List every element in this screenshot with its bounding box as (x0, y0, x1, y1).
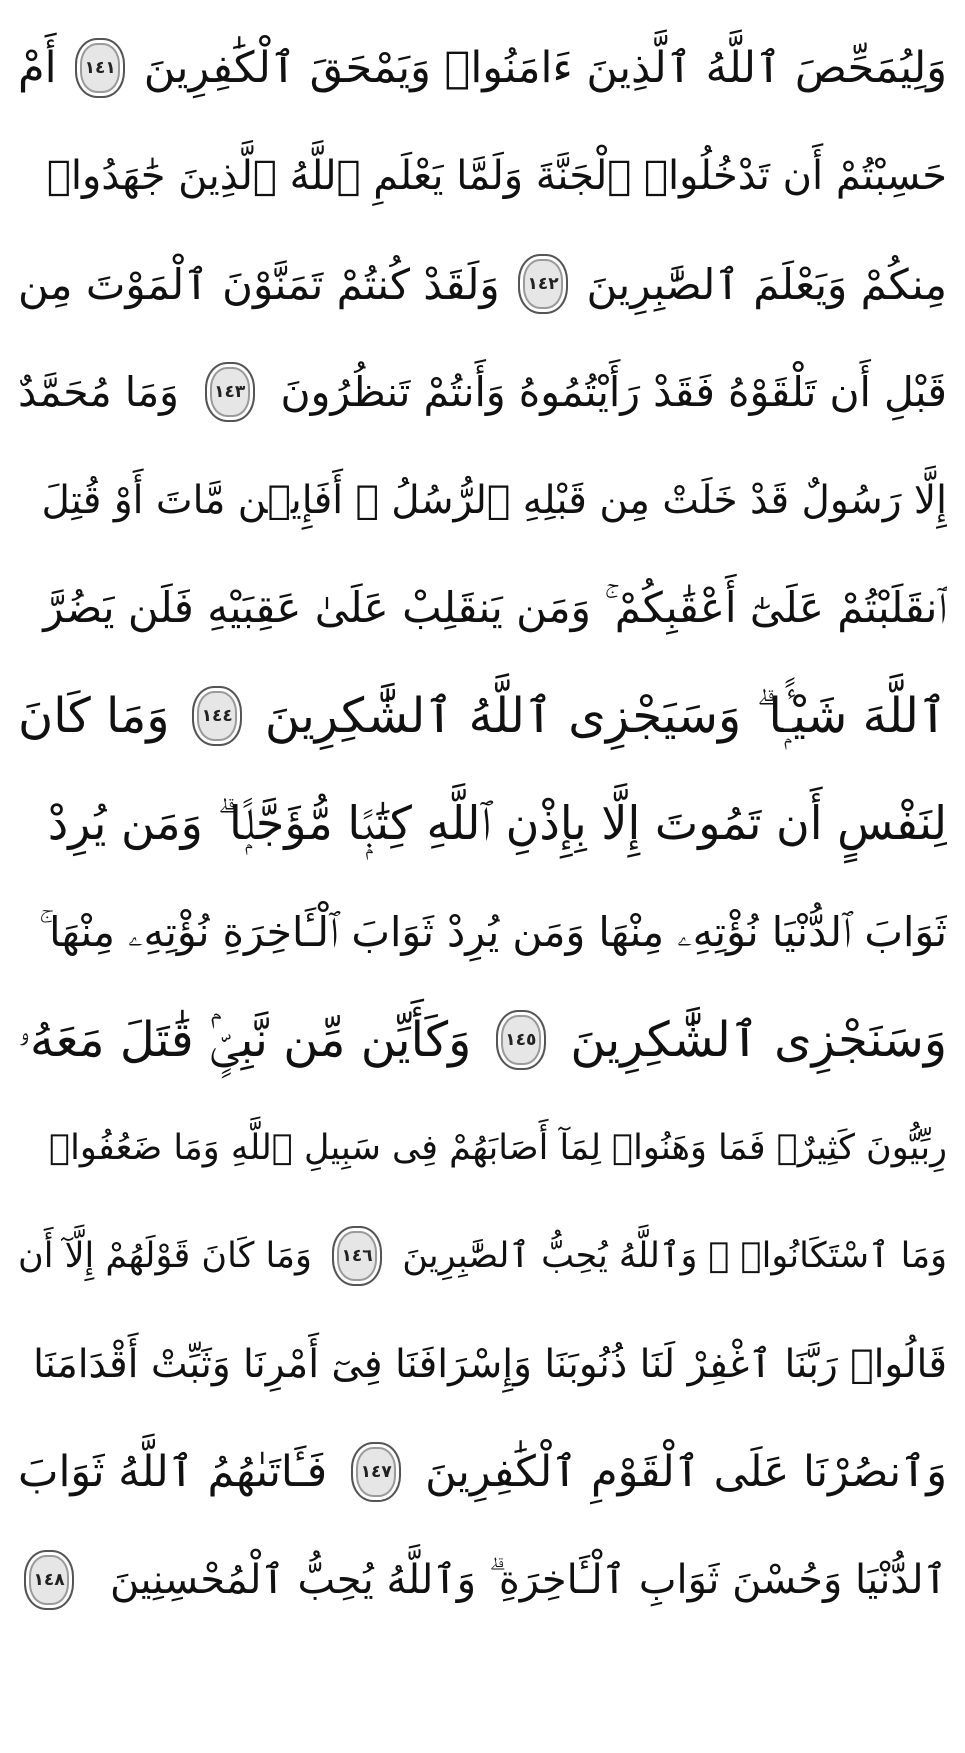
text-line (18, 1418, 947, 1526)
text-line (18, 986, 947, 1094)
text-line (18, 1202, 947, 1310)
ayah-number-marker: ١٤٢ (518, 254, 568, 314)
verse-text-segment: ٱنقَلَبْتُمْ عَلَىٰٓ أَعْقَٰبِكُمْ ۚ وَمَن يَنقَلِبْ عَلَىٰ عَقِبَيْهِ فَلَن يَضُرَّ (43, 583, 947, 632)
ayah-number-marker: ١٤٨ (24, 1550, 74, 1610)
verse-text-segment: مِنكُمْ وَيَعْلَمَ ٱلصَّٰبِرِينَ (586, 259, 947, 309)
verse-text-segment: وَكَأَيِّن مِّن نَّبِىٍّۢ قَٰتَلَ مَعَهُۥ (18, 1011, 472, 1068)
verse-text-segment: رِبِّيُّونَ كَثِيرٌۭ فَمَا وَهَنُوا۟ لِمَآ أَصَابَهُمْ فِى سَبِيلِ ٱللَّهِ وَمَا ضَعُفُوا۟ (49, 1128, 947, 1168)
text-line (18, 662, 947, 770)
verse-text-segment: وَٱنصُرْنَا عَلَى ٱلْقَوْمِ ٱلْكَٰفِرِينَ (425, 1447, 947, 1497)
verse-text-segment: قَالُوا۟ رَبَّنَا ٱغْفِرْ لَنَا ذُنُوبَنَا وَإِسْرَافَنَا فِىٓ أَمْرِنَا وَثَبِّتْ أَقْدَامَنَا (33, 1341, 947, 1387)
ayah-number-marker: ١٤٦ (332, 1226, 382, 1286)
verse-text-segment: قَبْلِ أَن تَلْقَوْهُ فَقَدْ رَأَيْتُمُوهُ وَأَنتُمْ تَنظُرُونَ (280, 368, 947, 416)
ayah-number-marker: ١٤٧ (351, 1442, 401, 1502)
verse-text-segment: ٱلدُّنْيَا وَحُسْنَ ثَوَابِ ٱلْـَٔاخِرَةِ ۗ وَٱللَّهُ يُحِبُّ ٱلْمُحْسِنِينَ (109, 1557, 947, 1603)
ayah-number-marker: ١٤٥ (496, 1010, 546, 1070)
verse-text-segment: وَسَنَجْزِى ٱلشَّٰكِرِينَ (570, 1012, 947, 1068)
text-line (18, 878, 947, 986)
verse-text-segment: وَمَا ٱسْتَكَانُوا۟ ۗ وَٱللَّهُ يُحِبُّ ٱلصَّٰبِرِينَ (402, 1236, 947, 1276)
verse-text-segment: لِنَفْسٍ أَن تَمُوتَ إِلَّا بِإِذْنِ ٱللَّهِ كِتَٰبًۭا مُّؤَجَّلًۭا ۗ وَمَن يُرِدْ (47, 796, 947, 850)
text-line (18, 230, 947, 338)
ayah-number-marker: ١٤١ (75, 38, 125, 98)
text-line (18, 446, 947, 554)
verse-text-segment: وَمَا كَانَ (18, 688, 170, 744)
ayah-number-marker: ١٤٤ (192, 686, 242, 746)
verse-text-segment: ٱللَّهَ شَيْـًۭٔا ۗ وَسَيَجْزِى ٱللَّهُ ٱلشَّٰكِرِينَ (264, 687, 947, 744)
text-line (18, 122, 947, 230)
text-line (18, 554, 947, 662)
verse-text-segment: وَمَا كَانَ قَوْلَهُمْ إِلَّآ أَن (18, 1236, 312, 1276)
text-line (18, 338, 947, 446)
verse-text-segment: وَمَا مُحَمَّدٌ (18, 368, 179, 416)
verse-text-segment: فَـَٔاتَىٰهُمُ ٱللَّهُ ثَوَابَ (18, 1447, 328, 1497)
ayah-number-marker: ١٤٣ (205, 362, 255, 422)
verse-text-segment: وَلِيُمَحِّصَ ٱللَّهُ ٱلَّذِينَ ءَامَنُوا۟ وَيَمْحَقَ ٱلْكَٰفِرِينَ (143, 43, 947, 93)
text-line (18, 770, 947, 878)
verse-text-segment: ثَوَابَ ٱلدُّنْيَا نُؤْتِهِۦ مِنْهَا وَمَن يُرِدْ ثَوَابَ ٱلْـَٔاخِرَةِ نُؤْتِهِۦ مِنْهَا ۚ (38, 907, 947, 956)
text-line (18, 14, 947, 122)
text-line (18, 1526, 947, 1634)
verse-text-segment: إِلَّا رَسُولٌ قَدْ خَلَتْ مِن قَبْلِهِ ٱلرُّسُلُ ۚ أَفَإِي۟ن مَّاتَ أَوْ قُتِلَ (41, 477, 947, 523)
verse-text-segment: حَسِبْتُمْ أَن تَدْخُلُوا۟ ٱلْجَنَّةَ وَلَمَّا يَعْلَمِ ٱللَّهُ ٱلَّذِينَ جَٰهَدُوا۟ (46, 153, 947, 199)
text-line (18, 1094, 947, 1202)
verse-text-segment: أَمْ (18, 43, 57, 93)
verse-text-segment: وَلَقَدْ كُنتُمْ تَمَنَّوْنَ ٱلْمَوْتَ مِن (18, 259, 500, 309)
text-line (18, 1310, 947, 1418)
